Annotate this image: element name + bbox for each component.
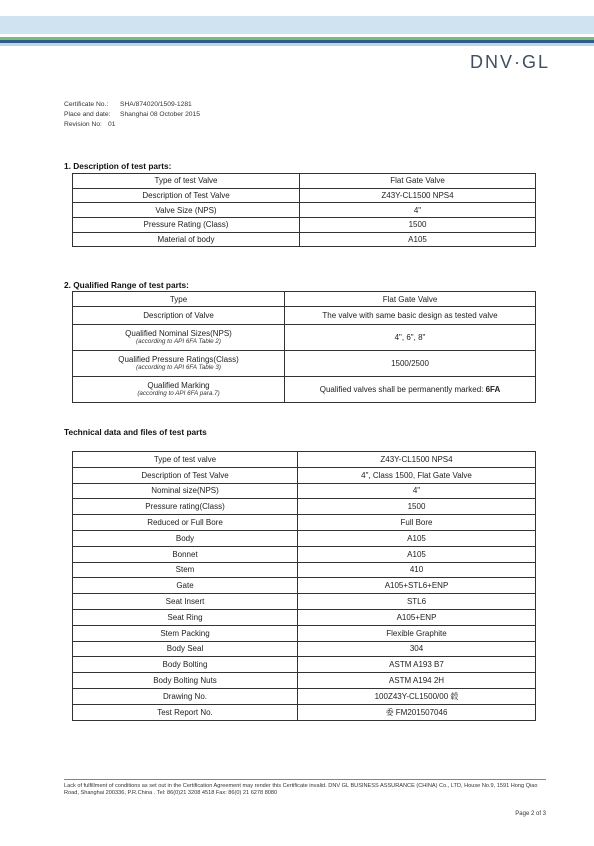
place-date: Shanghai 08 October 2015: [120, 111, 200, 118]
row-label: Qualified Pressure Ratings(Class): [118, 355, 239, 364]
row-value: STL6: [298, 594, 536, 610]
table-row: [73, 609, 536, 625]
page-number: Page 2 of 3: [515, 811, 546, 817]
table-row: [73, 688, 536, 704]
table-row: [73, 530, 536, 546]
row-value: ASTM A193 B7: [298, 657, 536, 673]
table-row: [73, 452, 536, 468]
revision-label: Revision No:: [64, 121, 102, 128]
row-label: Body Bolting: [73, 657, 298, 673]
row-reference: (according to API 6FA para.7): [137, 390, 220, 397]
row-value: Full Bore: [298, 515, 536, 531]
row-label: Qualified Nominal Sizes(NPS): [125, 329, 232, 338]
table-row: [73, 307, 536, 325]
certificate-number-label: Certificate No.:: [64, 101, 109, 108]
table-row: [73, 641, 536, 657]
table-row: [73, 499, 536, 515]
row-value: 1500/2500: [391, 359, 429, 368]
row-label: Seat Ring: [73, 609, 298, 625]
row-value: A105: [298, 546, 536, 562]
section-2-title: 2. Qualified Range of test parts:: [64, 280, 189, 290]
table-row: [73, 325, 536, 351]
row-label: Stem: [73, 562, 298, 578]
row-value: 100Z43Y-CL1500/00 毂: [298, 688, 536, 704]
row-label: Test Report No.: [73, 704, 298, 720]
row-value: Flexible Graphite: [298, 625, 536, 641]
row-label: Type of test valve: [73, 452, 298, 468]
table-row: [73, 578, 536, 594]
row-value: A105+ENP: [298, 609, 536, 625]
row-label: Body Seal: [73, 641, 298, 657]
row-label: Body: [73, 530, 298, 546]
table-row: [73, 188, 536, 203]
table-row: [73, 515, 536, 531]
footer-divider: [64, 779, 546, 780]
marking-code: 6FA: [485, 385, 501, 394]
row-label-cell: [73, 307, 285, 325]
row-label: Body Bolting Nuts: [73, 673, 298, 689]
table-row: [73, 467, 536, 483]
row-value: Z43Y-CL1500 NPS4: [300, 188, 536, 203]
row-value: Flat Gate Valve: [300, 174, 536, 189]
row-label: Qualified Marking: [147, 381, 210, 390]
table-row: [73, 594, 536, 610]
table-row: [73, 174, 536, 189]
table-row: [73, 351, 536, 377]
table-row: [73, 218, 536, 233]
row-label: Type of test Valve: [73, 174, 300, 189]
revision-number: 01: [108, 121, 116, 128]
row-value: Flat Gate Valve: [382, 294, 438, 304]
row-value: 4", 6", 8": [394, 333, 426, 342]
row-value-cell: [285, 307, 536, 325]
row-label: Type: [169, 294, 188, 304]
row-label: Drawing No.: [73, 688, 298, 704]
row-value: 410: [298, 562, 536, 578]
row-value: 304: [298, 641, 536, 657]
row-label: Description of Test Valve: [73, 467, 298, 483]
row-value-cell: [285, 377, 536, 403]
test-parts-description-table: [72, 173, 536, 247]
row-value: 1500: [300, 218, 536, 233]
row-value: 4", Class 1500, Flat Gate Valve: [298, 467, 536, 483]
row-value: 1500: [298, 499, 536, 515]
row-reference: (according to API 6FA Table 2): [136, 338, 221, 345]
row-value: 委 FM201507046: [298, 704, 536, 720]
row-value: ASTM A194 2H: [298, 673, 536, 689]
table-row: [73, 704, 536, 720]
row-label-cell: [73, 377, 285, 403]
row-label: Nominal size(NPS): [73, 483, 298, 499]
technical-data-table: [72, 451, 536, 721]
row-label: Material of body: [73, 232, 300, 247]
row-label: Pressure rating(Class): [73, 499, 298, 515]
row-value: The valve with same basic design as tested valve: [322, 311, 498, 320]
place-date-label: Place and date:: [64, 111, 111, 118]
dnv-gl-logo: DNV·GL: [469, 52, 550, 72]
table-row: [73, 377, 536, 403]
row-value: A105: [298, 530, 536, 546]
section-1-title: 1. Description of test parts:: [64, 161, 172, 171]
qualified-range-table: [72, 291, 536, 403]
row-label: Description of Valve: [143, 311, 214, 320]
row-label: Reduced or Full Bore: [73, 515, 298, 531]
row-label: Pressure Rating (Class): [73, 218, 300, 233]
header-band-pale: [0, 43, 594, 46]
certificate-number: SHA/874020/1509-1281: [120, 101, 192, 108]
row-label: Bonnet: [73, 546, 298, 562]
table-row: [73, 292, 536, 307]
row-label-cell: [73, 351, 285, 377]
footer-legal-text: Lack of fulfillment of conditions as set out in the Certification Agreement may render this Certificate invalid. DNV GL BUSINESS ASSURANCE (CHINA) Co., LTD, House No.9, 1591 Hong Qiao Road, Shanghai 200336, P.R.China . Tel: 86(0)21 3208 4518 Fax: 86(0) 21 6278 8080: [64, 783, 538, 796]
table-row: [73, 625, 536, 641]
table-row: [73, 546, 536, 562]
row-label-cell: [73, 292, 285, 307]
header-band-sky: [0, 16, 594, 34]
row-value-cell: [285, 292, 536, 307]
row-value: Qualified valves shall be permanently marked:: [319, 385, 486, 394]
table-row: [73, 232, 536, 247]
row-value: 4": [300, 203, 536, 218]
table-row: [73, 673, 536, 689]
row-value: A105: [300, 232, 536, 247]
row-reference: (according to API 6FA Table 3): [136, 364, 221, 371]
table-row: [73, 203, 536, 218]
table-row: [73, 562, 536, 578]
row-label: Description of Test Valve: [73, 188, 300, 203]
row-label: Valve Size (NPS): [73, 203, 300, 218]
row-label-cell: [73, 325, 285, 351]
row-value: A105+STL6+ENP: [298, 578, 536, 594]
table-row: [73, 657, 536, 673]
row-label: Stem Packing: [73, 625, 298, 641]
row-value: 4": [298, 483, 536, 499]
row-label: Gate: [73, 578, 298, 594]
row-value: Z43Y-CL1500 NPS4: [298, 452, 536, 468]
table-row: [73, 483, 536, 499]
section-3-title: Technical data and files of test parts: [64, 427, 207, 437]
certificate-info: [64, 100, 200, 130]
row-label: Seat Insert: [73, 594, 298, 610]
row-value-cell: [285, 325, 536, 351]
row-value-cell: [285, 351, 536, 377]
